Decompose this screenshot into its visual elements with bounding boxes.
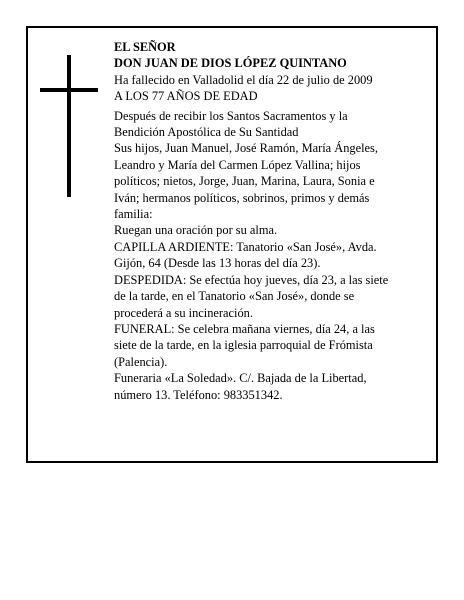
farewell-line: DESPEDIDA: Se efectúa hoy jueves, día 23, a las siete <box>114 272 389 287</box>
family-line: políticos; nietos, Jorge, Juan, Marina, Laura, Sonia e <box>114 174 375 189</box>
family-line: Sus hijos, Juan Manuel, José Ramón, María Ángeles, <box>114 141 378 156</box>
death-date-line: Ha fallecido en Valladolid el día 22 de julio de 2009 <box>114 72 373 87</box>
age-line: A LOS 77 AÑOS DE EDAD <box>114 89 258 104</box>
funeral-line: FUNERAL: Se celebra mañana viernes, día 24, a las <box>114 321 375 336</box>
obituary-notice <box>26 26 438 463</box>
farewell-line: procederá a su incineración. <box>114 305 253 320</box>
sacraments-line: Después de recibir los Santos Sacramentos y la <box>114 108 348 123</box>
family-line: Leandro y María del Carmen López Vallina; hijos <box>114 157 361 172</box>
deceased-name: DON JUAN DE DIOS LÓPEZ QUINTANO <box>114 56 347 71</box>
funeral-line: (Palencia). <box>114 354 168 369</box>
cross-vertical-bar <box>67 55 71 197</box>
cross-horizontal-bar <box>40 88 98 92</box>
family-line: Iván; hermanos políticos, sobrinos, primos y demás <box>114 190 370 205</box>
sacraments-line: Bendición Apostólica de Su Santidad <box>114 125 299 140</box>
funeral-line: siete de la tarde, en la iglesia parroquial de Frómista <box>114 338 373 353</box>
chapel-line: CAPILLA ARDIENTE: Tanatorio «San José», Avda. <box>114 239 377 254</box>
prayer-line: Ruegan una oración por su alma. <box>114 223 278 238</box>
funeral-home-line: número 13. Teléfono: 983351342. <box>114 387 283 402</box>
notice-text <box>114 39 426 403</box>
funeral-home-line: Funeraria «La Soledad». C/. Bajada de la Libertad, <box>114 371 367 386</box>
cross-icon <box>40 55 98 197</box>
chapel-line: Gijón, 64 (Desde las 13 horas del día 23). <box>114 256 321 271</box>
family-line: familia: <box>114 207 153 222</box>
farewell-line: de la tarde, en el Tanatorio «San José», donde se <box>114 289 355 304</box>
notice-heading: EL SEÑOR <box>114 40 176 54</box>
